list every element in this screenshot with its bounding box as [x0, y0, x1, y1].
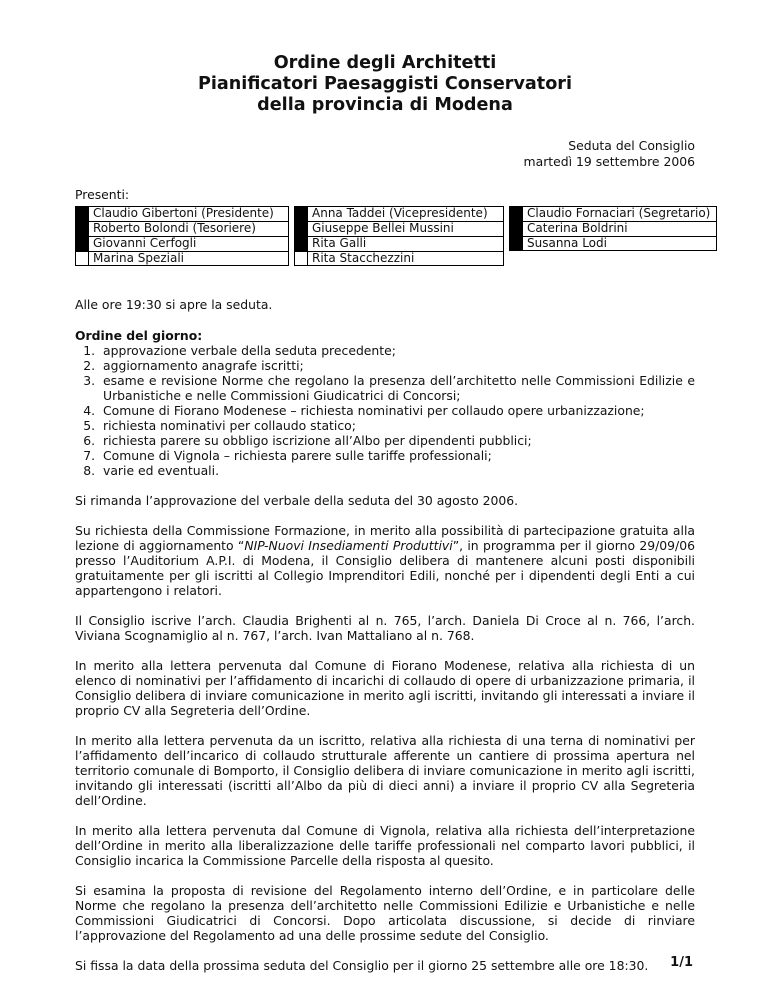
attendance-row [509, 221, 717, 236]
presence-mark [509, 236, 523, 251]
presence-mark [509, 206, 523, 221]
minutes-paragraph-4: In merito alla lettera pervenuta dal Comune di Fiorano Modenese, relativa alla richiesta di un elenco di nominativi per l’affidamento di incarichi di collaudo di opere di urbanizzazione primaria, il Consiglio delibera di inviare comunicazione in merito agli iscritti, invitando gli interessati a inviare il proprio CV alla Segreteria dell’Ordine. [75, 658, 695, 718]
presence-mark [75, 251, 89, 266]
minutes-paragraph-3: Il Consiglio iscrive l’arch. Claudia Brighenti al n. 765, l’arch. Daniela Di Croce al n. 766, l’arch. Viviana Scognamiglio al n. 767, l’arch. Ivan Mattaliano al n. 768. [75, 613, 695, 643]
attendance-row [75, 221, 289, 236]
minutes-paragraph-6: In merito alla lettera pervenuta dal Comune di Vignola, relativa alla richiesta dell’interpretazione dell’Ordine in merito alla liberalizzazione delle tariffe professionali nel comparto lavori pubblici, il Consiglio incarica la Commissione Parcelle della risposta al quesito. [75, 823, 695, 868]
attendance-table [75, 206, 711, 266]
agenda-item: 2. aggiornamento anagrafe iscritti; [99, 358, 695, 373]
presence-mark [294, 206, 308, 221]
attendance-column-2 [294, 206, 504, 266]
presence-mark [294, 251, 308, 266]
paragraph-text: Su richiesta della Commissione Formazione, in merito alla possibilità di partecipazione gratuita alla lezione di aggiornamento “ [75, 523, 695, 553]
title-line-3: della provincia di Modena [257, 95, 513, 115]
minutes-paragraph-2 [75, 523, 695, 598]
agenda-item: 7. Comune di Vignola – richiesta parere sulle tariffe professionali; [99, 448, 695, 463]
attendance-row [75, 251, 289, 266]
member-name: Anna Taddei (Vicepresidente) [308, 206, 504, 221]
paragraph-text: ”, in programma per il giorno 29/09/06 presso l’Auditorium A.P.I. di Modena, il Consiglio delibera di mantenere alcuni posti disponibili gratuitamente per gli iscritti al Collegio Imprenditori Edili, nonché per i dipendenti degli Enti a cui appartengono i relatori. [75, 538, 695, 598]
attendance-column-1 [75, 206, 289, 266]
document-title [75, 53, 695, 116]
agenda-title: Ordine del giorno: [75, 328, 203, 343]
course-title: NIP-Nuovi Insediamenti Produttivi [244, 538, 453, 553]
presence-mark [294, 236, 308, 251]
presence-mark [75, 221, 89, 236]
member-name: Susanna Lodi [523, 236, 717, 251]
presence-mark [75, 236, 89, 251]
agenda-item: 3. esame e revisione Norme che regolano la presenza dell’architetto nelle Commissioni Edilizie e Urbanistiche e nelle Commissioni Giudicatrici di Concorsi; [99, 373, 695, 403]
member-name: Giuseppe Bellei Mussini [308, 221, 504, 236]
presence-mark [509, 221, 523, 236]
attendance-column-3 [509, 206, 717, 266]
session-info [75, 138, 695, 170]
page-number: 1/1 [670, 955, 693, 970]
member-name: Rita Galli [308, 236, 504, 251]
presence-mark [294, 221, 308, 236]
agenda-item: 4. Comune di Fiorano Modenese – richiesta nominativi per collaudo opere urbanizzazione; [99, 403, 695, 418]
agenda-item: 6. richiesta parere su obbligo iscrizione all’Albo per dipendenti pubblici; [99, 433, 695, 448]
agenda-item: 8. varie ed eventuali. [99, 463, 695, 478]
session-type: Seduta del Consiglio [568, 138, 695, 153]
minutes-paragraph-8: Si fissa la data della prossima seduta del Consiglio per il giorno 25 settembre alle ore 18:30. [75, 958, 649, 973]
minutes-paragraph-5: In merito alla lettera pervenuta da un iscritto, relativa alla richiesta di una terna di nominativi per l’affidamento dell’incarico di collaudo strutturale afferente un cantiere di prossima apertura nel territorio comunale di Bomporto, il Consiglio delibera di inviare comunicazione in merito agli iscritti, invitando gli interessati (iscritti all’Albo da più di dieci anni) a inviare il proprio CV alla Segreteria dell’Ordine. [75, 733, 695, 808]
member-name: Claudio Gibertoni (Presidente) [89, 206, 289, 221]
attendance-row [294, 236, 504, 251]
attendance-row [75, 206, 289, 221]
attendance-label: Presenti: [75, 187, 130, 202]
agenda-list [75, 343, 695, 478]
member-name: Marina Speziali [89, 251, 289, 266]
attendance-row [294, 251, 504, 266]
member-name: Claudio Fornaciari (Segretario) [523, 206, 717, 221]
minutes-paragraph-7: Si esamina la proposta di revisione del Regolamento interno dell’Ordine, e in particolare delle Norme che regolano la presenza dell’architetto nelle Commissioni Edilizie e Urbanistiche e nelle Commissioni Giudicatrici di Concorsi. Dopo articolata discussione, si decide di rinviare l’approvazione del Regolamento ad una delle prossime sedute del Consiglio. [75, 883, 695, 943]
document-page [75, 0, 711, 973]
agenda-item: 5. richiesta nominativi per collaudo statico; [99, 418, 695, 433]
attendance-row [294, 206, 504, 221]
attendance-row [509, 206, 717, 221]
member-name: Rita Stacchezzini [308, 251, 504, 266]
title-line-1: Ordine degli Architetti [273, 53, 497, 73]
member-name: Caterina Boldrini [523, 221, 717, 236]
minutes-paragraph-1: Si rimanda l’approvazione del verbale della seduta del 30 agosto 2006. [75, 493, 519, 508]
member-name: Roberto Bolondi (Tesoriere) [89, 221, 289, 236]
presence-mark [75, 206, 89, 221]
agenda-item: 1. approvazione verbale della seduta precedente; [99, 343, 695, 358]
title-line-2: Pianificatori Paesaggisti Conservatori [197, 74, 572, 94]
attendance-row [509, 236, 717, 251]
opening-statement: Alle ore 19:30 si apre la seduta. [75, 297, 273, 312]
attendance-row [75, 236, 289, 251]
attendance-row [294, 221, 504, 236]
session-date: martedì 19 settembre 2006 [523, 154, 695, 169]
member-name: Giovanni Cerfogli [89, 236, 289, 251]
